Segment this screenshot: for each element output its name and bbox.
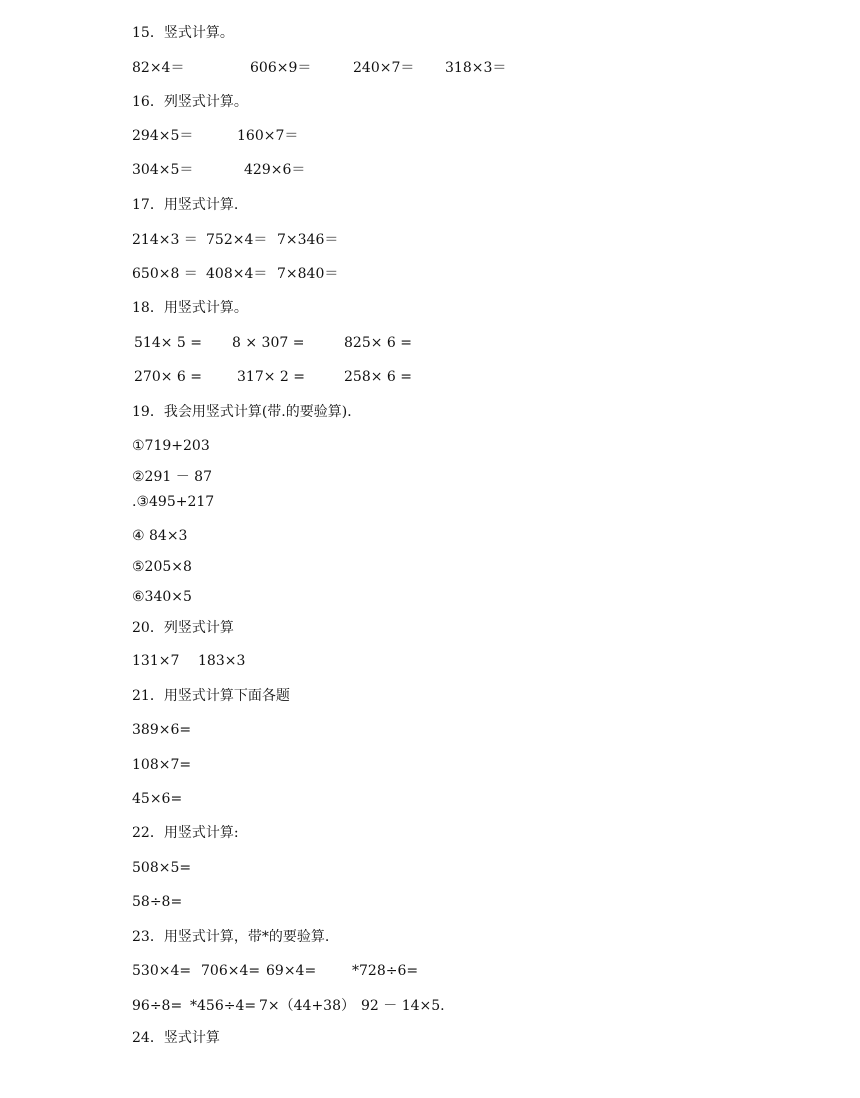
problem: 131×7 xyxy=(132,653,180,669)
q17-row-1 xyxy=(132,231,338,249)
q20-row xyxy=(132,652,245,670)
q21-item: 108×7= xyxy=(132,757,192,773)
q21-heading: 21．用竖式计算下面各题 xyxy=(132,688,290,704)
q23-row-2 xyxy=(132,997,445,1015)
q22-item: 508×5= xyxy=(132,860,192,876)
problem: 408×4＝ xyxy=(206,266,268,282)
problem: 82×4＝ xyxy=(132,60,185,76)
problem: 7×840＝ xyxy=(277,266,339,282)
problem: 240×7＝ xyxy=(353,60,415,76)
problem: 318×3＝ xyxy=(445,60,507,76)
problem: 160×7＝ xyxy=(237,128,299,144)
problem: 514× 5 = xyxy=(134,335,202,351)
problem: 304×5＝ xyxy=(132,162,194,178)
problem: 294×5＝ xyxy=(132,128,194,144)
problem: 270× 6 = xyxy=(134,369,202,385)
problem: 706×4= xyxy=(201,963,261,979)
problem: 7×（44+38） xyxy=(259,998,355,1014)
problem: *728÷6= xyxy=(352,963,419,979)
q17-row-2 xyxy=(132,265,338,283)
q18-row-1 xyxy=(134,334,412,352)
problem: 530×4= xyxy=(132,963,192,979)
q19-item: ⑥340×5 xyxy=(132,589,192,605)
problem: 7×346＝ xyxy=(277,232,339,248)
q19-item: ②291 － 87 xyxy=(132,469,212,485)
q16-heading: 16．列竖式计算。 xyxy=(132,94,248,110)
problem: 183×3 xyxy=(198,653,246,669)
q18-row-2 xyxy=(134,368,412,386)
problem: 752×4＝ xyxy=(206,232,268,248)
q16-row-1 xyxy=(132,127,298,145)
problem: 69×4= xyxy=(266,963,317,979)
q23-row-1 xyxy=(132,962,418,980)
q19-item: ⑤205×8 xyxy=(132,559,192,575)
q19-heading: 19．我会用竖式计算(带.的要验算)． xyxy=(132,404,362,420)
q15-row xyxy=(132,59,506,77)
q23-heading: 23．用竖式计算，带*的要验算. xyxy=(132,929,330,945)
problem: 606×9＝ xyxy=(250,60,312,76)
problem: 92 － 14×5. xyxy=(361,998,445,1014)
q16-row-2 xyxy=(132,161,305,179)
problem: *456÷4= xyxy=(190,998,257,1014)
q22-heading: 22．用竖式计算: xyxy=(132,825,239,841)
q21-item: 45×6= xyxy=(132,791,183,807)
problem: 96÷8= xyxy=(132,998,183,1014)
q24-heading: 24．竖式计算 xyxy=(132,1030,220,1046)
problem: 317× 2 = xyxy=(237,369,305,385)
q20-heading: 20．列竖式计算 xyxy=(132,620,234,636)
problem: 214×3 ＝ xyxy=(132,232,198,248)
q18-heading: 18．用竖式计算。 xyxy=(132,300,248,316)
problem: 8 × 307 = xyxy=(232,335,305,351)
q22-item: 58÷8= xyxy=(132,894,183,910)
problem: 650×8 ＝ xyxy=(132,266,198,282)
problem: 825× 6 = xyxy=(344,335,412,351)
q17-heading: 17．用竖式计算. xyxy=(132,197,239,213)
problem: 429×6＝ xyxy=(244,162,306,178)
q15-heading: 15．竖式计算。 xyxy=(132,25,234,41)
q19-item: ④ 84×3 xyxy=(132,528,188,544)
q19-item: .③495+217 xyxy=(132,494,215,510)
q19-item: ①719+203 xyxy=(132,438,210,454)
q21-item: 389×6= xyxy=(132,722,192,738)
problem: 258× 6 = xyxy=(344,369,412,385)
